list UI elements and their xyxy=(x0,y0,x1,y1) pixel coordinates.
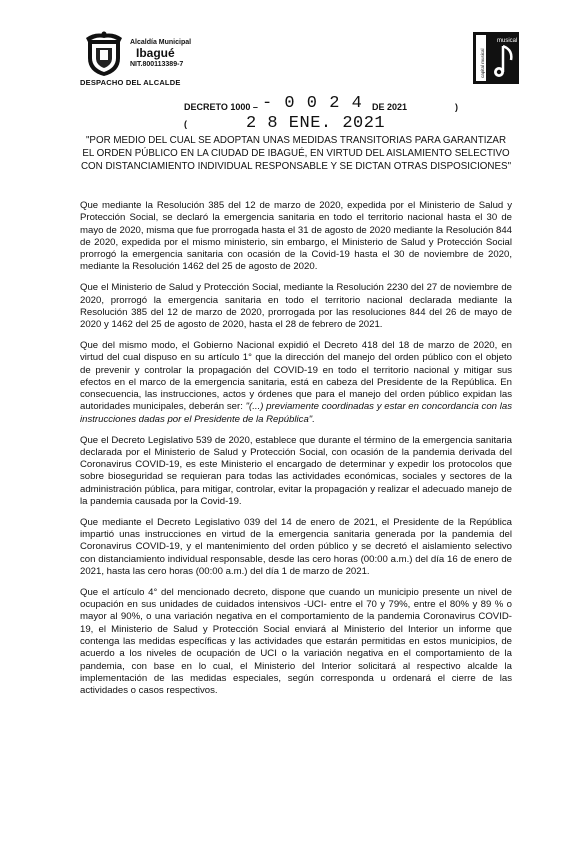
paragraph-3-text: Que del mismo modo, el Gobierno Nacional expidió el Decreto 418 del 18 de marzo de 2020, en virtud del cual dispuso en su artículo 1° que la dirección del manejo del orden público con el objeto de prevenir y controlar la propagación del COVID-19 en todo el territorio nacional y mitigar sus efectos en el marco de la emergencia sanitaria, está en cabeza del Presidente de la República. En consecuencia, las instrucciones, actos y órdenes que para el manejo del orden público expidan las autoridades municipales, deberán ser: xyxy=(80,339,512,413)
decree-label: DECRETO 1000 – xyxy=(184,102,258,112)
decree-body xyxy=(80,200,512,706)
paragraph-3 xyxy=(80,340,512,426)
paragraph-1: Que mediante la Resolución 385 del 12 de marzo de 2020, expedida por el Ministerio de Salud y Protección Social, se declaró la emergencia sanitaria en todo el territorio nacional hasta el 30 de mayo de 2020, misma que fue prorrogada hasta el 31 de agosto de 2020 mediante la Resolución 844 de 2020, expedida por el mismo ministerio, sin embargo, el Ministerio de Salud y Protección Social prorrogó la emergencia sanitaria con ocasión de la Covid-19 hasta el 30 de noviembre de 2020, mediante la Resolución 1462 del 25 de agosto de 2020. xyxy=(80,200,512,273)
decree-title: "POR MEDIO DEL CUAL SE ADOPTAN UNAS MEDIDAS TRANSITORIAS PARA GARANTIZAR EL ORDEN PÚBLICO EN LA CIUDAD DE IBAGUÉ, EN VIRTUD DEL AISLAMIENTO SELECTIVO CON DISTANCIAMIENTO INDIVIDUAL RESPONSABLE Y SE DICTAN OTRAS DISPOSICIONES" xyxy=(80,135,512,172)
decree-date-stamp: 2 8 ENE. 2021 xyxy=(246,114,386,133)
paragraph-3-quote: "(...) previamente coordinadas y estar en concordancia con las instrucciones dadas por el Presidente de la República". xyxy=(80,401,512,425)
decree-year: DE 2021 xyxy=(372,102,408,112)
musical-logo-side-text: capital musical xyxy=(480,48,485,78)
paragraph-6: Que el artículo 4° del mencionado decreto, dispone que cuando un municipio presente un nivel de ocupación en sus unidades de cuidados intensivos -UCI- entre el 70 y 79%, entre el 80% y 89 % o mayor al 90%, o una variación negativa en el comportamiento de la pandemia Coronavirus COVID-19, el Ministerio de Salud y Protección Social enviará al Ministerio del Interior un informe que contenga las medidas específicas y las actividades que estarán permitidas en estos municipios, de acuerdo a los niveles de ocupación de UCI o la variación negativa en el comportamiento de la pandemia, con base en lo cual, el Ministerio del Interior solicitará al respectivo alcalde la implementación de las medidas especiales, según corresponda u ordenará el cierre de las actividades o casos respectivos. xyxy=(80,586,512,697)
paragraph-5: Que mediante el Decreto Legislativo 039 del 14 de enero de 2021, el Presidente de la República impartió unas instrucciones en virtud de la emergencia sanitaria generada por la pandemia del Coronavirus COVID-19, y el mantenimiento del orden público y se decretó el aislamiento selectivo con distanciamiento individual responsable, desde las cero horas (00:00 a.m.) del día 16 de enero de 2021, hasta las cero horas (00:00 a.m.) del día 1 de marzo de 2021. xyxy=(80,516,512,578)
decree-paren-close: ) xyxy=(455,102,458,112)
organization-block xyxy=(130,38,191,69)
decree-number: - 0 0 2 4 xyxy=(262,94,363,113)
ibague-crest-logo xyxy=(80,30,128,78)
nit-number: NIT.800113389-7 xyxy=(130,61,184,68)
city-name: Ibagué xyxy=(136,46,175,60)
paragraph-4: Que el Decreto Legislativo 539 de 2020, establece que durante el término de la emergencia sanitaria declarada por el Ministerio de Salud y Protección Social, con ocasión de la pandemia derivada del Coronavirus COVID-19, es este Ministerio el encargado de determinar y expedir los protocolos que sobre bioseguridad se requieran para todas las actividades económicas, sociales y sectores de la administración pública, para mitigar, controlar, evitar la propagación y realizar el adecuado manejo de la pandemia causada por la Covid-19. xyxy=(80,434,512,508)
office-name: DESPACHO DEL ALCALDE xyxy=(80,78,181,87)
org-line: Alcaldía Municipal xyxy=(130,39,192,46)
musical-logo-text: musical xyxy=(497,38,518,44)
paragraph-2: Que el Ministerio de Salud y Protección Social, mediante la Resolución 2230 del 27 de noviembre de 2020, prorrogó la emergencia sanitaria en todo el territorio nacional declarada mediante la Resolución 385 del 12 de marzo de 2020, prorrogada por las resoluciones 844 del 26 de mayo de 2020 y 1462 del 25 de agosto de 2020, hasta el 28 de febrero de 2021. xyxy=(80,282,512,331)
decree-paren-open: ( xyxy=(184,119,187,129)
capital-musical-logo xyxy=(473,32,519,84)
